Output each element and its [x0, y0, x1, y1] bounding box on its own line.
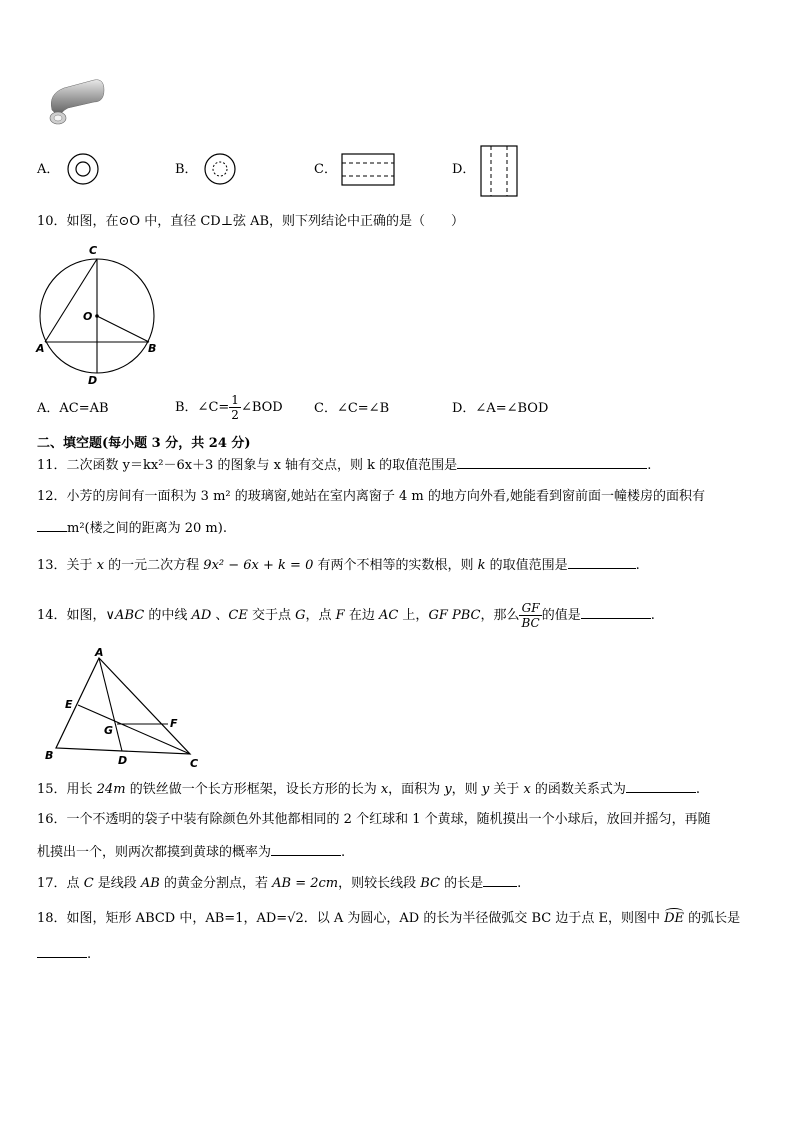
q14-ce: CE — [228, 608, 248, 623]
q14-sep: 、 — [211, 608, 229, 623]
fraction-half — [229, 393, 241, 422]
q14-mid6: ，那么 — [480, 608, 520, 623]
q17-mid4: 的长是 — [440, 876, 484, 891]
q18-end: . — [87, 947, 92, 962]
q14-fraction — [519, 601, 541, 630]
q18-post: 的弧长是 — [684, 911, 741, 926]
q14-ac: AC — [378, 608, 399, 623]
q10-option-b-pre: B．∠C= — [175, 400, 230, 415]
q13-post: 有两个不相等的实数根，则 — [313, 558, 478, 573]
answer-blank-15[interactable] — [626, 780, 696, 793]
q14-fraction-den: BC — [521, 616, 540, 630]
label-g: G — [104, 724, 114, 737]
arc-label: DE — [664, 911, 685, 926]
option-c-figure — [341, 153, 395, 186]
q14-fraction-num: GF — [519, 601, 541, 616]
q10-option-d: D．∠A=∠BOD — [452, 401, 549, 416]
question-12-line1: 12．小芳的房间有一面积为 3 m² 的玻璃窗,她站在室内离窗子 4 m 的地方向外看,她能看到窗前面一幢楼房的面积有 — [37, 489, 706, 504]
fraction-den: 2 — [231, 408, 239, 422]
question-15 — [37, 780, 700, 799]
label-d: D — [88, 374, 98, 387]
q14-triangle: ∨ABC — [105, 608, 145, 623]
q13-post2: 的取值范围是 — [485, 558, 568, 573]
q13-equation: 9x² − 6x + k = 0 — [203, 558, 314, 573]
q17-equation: AB = 2cm — [272, 876, 339, 891]
label-e: E — [65, 698, 73, 711]
q10-option-b-post: ∠BOD — [240, 400, 283, 415]
question-13 — [37, 556, 640, 575]
question-12-line2 — [37, 519, 227, 538]
answer-blank-18[interactable] — [37, 945, 87, 958]
label-b: B — [45, 749, 54, 762]
option-letter-a: A． — [37, 162, 60, 177]
q15-mid1: 的铁丝做一个长方形框架，设长方形的长为 — [125, 782, 381, 797]
label-a: A — [36, 342, 45, 355]
q13-x: x — [96, 558, 105, 573]
q11-text: 11．二次函数 y＝kx²－6x＋3 的图象与 x 轴有交点，则 k 的取值范围是 — [37, 458, 458, 473]
section-heading: 二、填空题(每小题 3 分，共 24 分) — [37, 436, 251, 451]
q15-y2: y — [481, 782, 490, 797]
triangle-figure — [40, 646, 210, 772]
q17-end: . — [517, 876, 522, 891]
question-11 — [37, 456, 651, 475]
q13-pre: 13．关于 — [37, 558, 97, 573]
q17-c: C — [83, 876, 94, 891]
option-b-figure — [203, 152, 237, 186]
q15-x: x — [380, 782, 389, 797]
q15-mid5: 的函数关系式为 — [530, 782, 626, 797]
arc-de — [664, 911, 684, 926]
question-17 — [37, 874, 521, 893]
option-letter-d: D． — [452, 162, 476, 177]
q14-end: . — [650, 608, 655, 623]
q17-mid3: ，则较长线段 — [338, 876, 421, 891]
option-a-figure — [66, 152, 100, 186]
label-c: C — [89, 244, 98, 257]
answer-blank-11[interactable] — [457, 456, 647, 469]
answer-blank-16[interactable] — [271, 843, 341, 856]
q11-end: . — [647, 458, 652, 473]
q14-ad: AD — [191, 608, 212, 623]
q14-relation: GF PBC — [428, 608, 481, 623]
q14-mid1: 的中线 — [144, 608, 192, 623]
q12-line2-text: m²(楼之间的距离为 20 m). — [67, 521, 227, 536]
question-16-line1: 16．一个不透明的袋子中装有除颜色外其他都相同的 2 个红球和 1 个黄球，随机摸出一个小球后，放回并摇匀，再随 — [37, 812, 711, 827]
q14-post: 的值是 — [541, 608, 581, 623]
q14-pre: 14．如图， — [37, 608, 106, 623]
option-letter-b: B． — [175, 162, 198, 177]
q17-ab: AB — [140, 876, 160, 891]
q16-end: . — [341, 845, 346, 860]
q15-mid2: ，面积为 — [388, 782, 445, 797]
label-d: D — [118, 754, 128, 767]
q17-mid2: 的黄金分割点，若 — [159, 876, 273, 891]
question-14 — [37, 596, 655, 636]
q17-mid1: 是线段 — [93, 876, 141, 891]
q15-mid3: ，则 — [451, 782, 482, 797]
question-16-line2 — [37, 843, 345, 862]
label-c: C — [190, 757, 199, 770]
answer-blank-14[interactable] — [581, 606, 651, 619]
q17-bc: BC — [420, 876, 440, 891]
q14-mid2: 交于点 — [247, 608, 296, 623]
q14-f: F — [335, 608, 345, 623]
answer-blank-17[interactable] — [483, 874, 517, 887]
question-18 — [37, 910, 740, 928]
q17-pre: 17．点 — [37, 876, 84, 891]
q13-end: . — [635, 558, 640, 573]
q15-mid4: 关于 — [489, 782, 524, 797]
answer-blank-12[interactable] — [37, 519, 67, 532]
q15-pre: 15．用长 — [37, 782, 97, 797]
q14-g: G — [295, 608, 306, 623]
q14-mid4: 在边 — [344, 608, 379, 623]
option-d-figure — [480, 145, 518, 197]
q15-length: 24m — [96, 782, 126, 797]
answer-blank-13[interactable] — [568, 556, 636, 569]
q10-option-c: C．∠C=∠B — [314, 401, 390, 416]
q15-y: y — [444, 782, 452, 797]
arc-mark — [665, 908, 683, 915]
q13-mid: 的一元二次方程 — [104, 558, 204, 573]
q10-option-a: A．AC=AB — [37, 401, 109, 416]
circle-figure — [32, 240, 166, 388]
q15-x2: x — [523, 782, 531, 797]
label-f: F — [170, 717, 178, 730]
label-o: O — [83, 310, 93, 323]
label-b: B — [148, 342, 157, 355]
pipe-figure — [46, 78, 106, 130]
q13-k: k — [477, 558, 486, 573]
q14-mid5: 上， — [398, 608, 429, 623]
question-18-line2 — [37, 945, 91, 964]
q14-mid3: ，点 — [305, 608, 336, 623]
q10-option-b — [175, 388, 283, 428]
q16-line2-text: 机摸出一个，则两次都摸到黄球的概率为 — [37, 845, 272, 860]
label-a: A — [95, 646, 104, 659]
q15-end: . — [695, 782, 701, 797]
option-letter-c: C． — [314, 162, 337, 177]
fraction-num: 1 — [231, 393, 239, 407]
q18-text: 18．如图，矩形 ABCD 中，AB=1，AD=√2．以 A 为圆心，AD 的长为半径做弧交 BC 边于点 E，则图中 — [37, 911, 665, 926]
question-10-stem: 10．如图，在⊙O 中，直径 CD⊥弦 AB，则下列结论中正确的是（ ） — [37, 214, 465, 229]
